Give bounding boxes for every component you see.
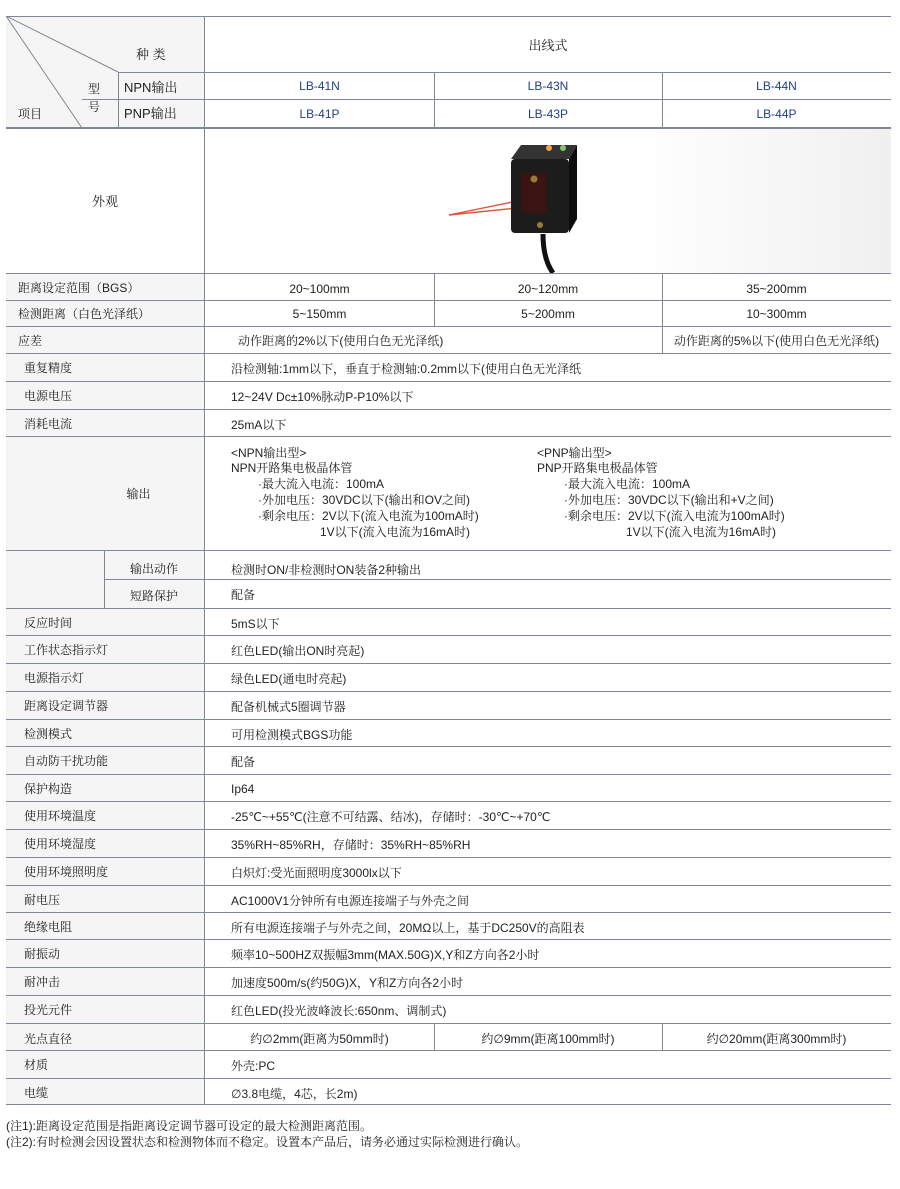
short-label: 短路保护 [129,588,178,603]
row-divider [6,409,891,410]
humid-value: 35%RH~85%RH，存储时：35%RH~85%RH [231,837,471,852]
row-divider [6,635,891,636]
spot-value-1: 约∅2mm(距离为50mm时) [250,1031,389,1046]
row-divider [6,1023,891,1024]
column-divider [118,72,119,128]
column-divider [434,1023,435,1050]
pnp-line-5: ·剩余电压：2V以下(流入电流为100mA时) [564,509,785,523]
response-label: 反应时间 [24,615,73,630]
bgs-value-2: 20~120mm [517,282,579,296]
response-value: 5mS以下 [231,616,280,631]
emitter-value: 红色LED(投光波峰波长:650nm、调制式) [231,1003,447,1018]
npn-line-2: NPN开路集电极晶体管 [231,461,353,475]
row-divider [6,663,891,664]
mode-label: 检测模式 [24,726,73,741]
hysteresis-value-b: 动作距离的5%以下(使用白色无光泽纸) [673,333,880,348]
bgs-label: 距离设定范围（BGS） [18,280,140,295]
adjuster-label: 距离设定调节器 [24,698,109,713]
row-divider [6,1050,891,1051]
type-label: 种 类 [136,46,166,62]
pnp-label: PNP输出 [124,105,177,121]
protect-label: 保护构造 [24,781,73,796]
row-divider [6,381,891,382]
work-led-label: 工作状态指示灯 [24,642,109,657]
humid-label: 使用环境湿度 [24,836,97,851]
npn-model-3: LB-44N [756,78,797,93]
row-divider [104,579,891,580]
row-divider [6,719,891,720]
row-divider [6,1104,891,1105]
row-divider [6,16,891,17]
row-divider [6,829,891,830]
row-divider [6,885,891,886]
model-label-1: 型 [88,81,101,96]
item-label: 项目 [18,106,43,121]
bgs-value-3: 35~200mm [746,282,807,296]
column-divider [434,72,435,128]
light-label: 使用环境照明度 [24,864,109,879]
npn-model-2: LB-43N [527,78,569,93]
power-led-value: 绿色LED(通电时亮起) [231,671,347,686]
pnp-line-1: <PNP输出型> [537,446,612,460]
voltage-label: 电源电压 [24,388,73,403]
hysteresis-value-a: 动作距离的2%以下(使用白色无光泽纸) [238,333,444,348]
row-divider [6,774,891,775]
row-divider [6,128,891,129]
note-1: (注1):距离设定范围是指距离设定调节器可设定的最大检测距离范围。 [6,1119,373,1133]
detect-value-3: 10~300mm [746,307,807,321]
row-divider [6,939,891,940]
repeat-label: 重复精度 [24,360,73,375]
power-led-label: 电源指示灯 [24,670,85,685]
repeat-value: 沿检测轴:1mm以下，垂直于检测轴:0.2mm以下(使用白色无光泽纸 [231,361,582,376]
adjuster-value: 配备机械式5圈调节器 [231,699,346,714]
row-divider [6,436,891,437]
product-illustration [205,129,891,273]
npn-model-1: LB-41N [299,78,340,93]
spot-label: 光点直径 [24,1031,73,1046]
row-divider [6,801,891,802]
detect-value-2: 5~200mm [521,307,575,321]
spot-value-2: 约∅9mm(距离100mm时) [481,1031,615,1046]
material-label: 材质 [24,1057,49,1072]
withstand-value: AC1000V1分钟所有电源连接端子与外壳之间 [231,893,470,908]
insulation-value: 所有电源连接端子与外壳之间，20MΩ以上，基于DC250V的高阻表 [231,920,585,935]
pnp-model-2: LB-43P [527,106,569,121]
short-value: 配备 [231,587,256,602]
spot-value-3: 约∅20mm(距离300mm时) [706,1031,847,1046]
out-action-label: 输出动作 [129,561,178,576]
cable-label: 电缆 [24,1085,49,1100]
column-divider [662,273,663,353]
voltage-value: 12~24V Dc±10%脉动P-P10%以下 [231,389,414,404]
current-label: 消耗电流 [24,416,73,431]
detect-value-1: 5~150mm [292,307,347,321]
npn-line-5: ·剩余电压：2V以下(流入电流为100mA时) [258,509,479,523]
anti-label: 自动防干扰功能 [24,753,109,768]
insulation-label: 绝缘电阻 [24,919,73,934]
protect-value: Ip64 [231,782,255,796]
pnp-line-6: 1V以下(流入电流为16mA时) [626,525,777,539]
pnp-line-4: ·外加电压：30VDC以下(输出和+V之间) [564,493,774,507]
shock-label: 耐冲击 [24,974,61,989]
emitter-label: 投光元件 [24,1002,73,1017]
bgs-value-1: 20~100mm [289,282,350,296]
row-divider [6,691,891,692]
npn-line-6: 1V以下(流入电流为16mA时) [320,525,471,539]
spec-table [6,16,891,1105]
pnp-model-1: LB-41P [299,106,340,121]
row-divider [118,72,891,73]
npn-line-4: ·外加电压：30VDC以下(输出和OV之间) [258,493,471,507]
row-divider [6,1078,891,1079]
npn-line-1: <NPN输出型> [231,446,307,460]
pnp-model-3: LB-44P [756,106,797,121]
detect-label: 检测距离（白色光泽纸） [18,306,151,321]
row-divider [6,967,891,968]
withstand-label: 耐电压 [24,892,61,907]
appearance-image [205,129,891,273]
output-label: 输出 [126,487,151,501]
appearance-label: 外观 [91,194,118,209]
material-value: 外壳:PC [231,1058,276,1073]
work-led-value: 红色LED(输出ON时亮起) [231,643,365,658]
light-value: 白炽灯:受光面照明度3000lx以下 [231,865,402,880]
note-2: (注2):有时检测会因设置状态和检测物体而不稳定。设置本产品后，请务必通过实际检测进行确认。 [6,1135,529,1149]
category-header: 出线式 [528,37,568,53]
model-label-2: 号 [88,99,101,114]
anti-value: 配备 [231,754,256,769]
row-divider [6,746,891,747]
temp-label: 使用环境温度 [24,808,97,823]
row-divider [6,326,891,327]
cable-value: ∅3.8电缆，4芯，长2m) [231,1086,358,1101]
column-divider [104,550,105,608]
column-divider [662,72,663,128]
hysteresis-label: 应差 [18,333,43,348]
vibration-label: 耐振动 [24,946,61,961]
mode-value: 可用检测模式BGS功能 [231,727,353,742]
pnp-line-3: ·最大流入电流：100mA [564,477,691,491]
npn-label: NPN输出 [124,79,178,95]
row-divider [6,300,891,301]
vibration-value: 频率10~500HZ双振幅3mm(MAX.50G)X,Y和Z方向各2小时 [231,947,540,962]
pnp-line-2: PNP开路集电极晶体管 [537,461,658,475]
npn-line-3: ·最大流入电流：100mA [258,477,385,491]
row-divider [6,273,891,274]
shock-value: 加速度500m/s(约50G)X，Y和Z方向各2小时 [231,975,464,990]
row-divider [6,912,891,913]
row-divider [6,550,891,551]
footnotes [6,1118,528,1150]
current-value: 25mA以下 [231,417,287,432]
column-divider [662,1023,663,1050]
row-divider [6,857,891,858]
row-divider [6,608,891,609]
row-divider [6,995,891,996]
column-divider [204,16,205,1105]
column-divider [434,273,435,326]
temp-value: -25℃~+55℃(注意不可结露、结冰)，存储时：-30℃~+70℃ [231,809,551,824]
row-divider [6,353,891,354]
out-action-value: 检测时ON/非检测时ON装备2种输出 [231,562,422,577]
